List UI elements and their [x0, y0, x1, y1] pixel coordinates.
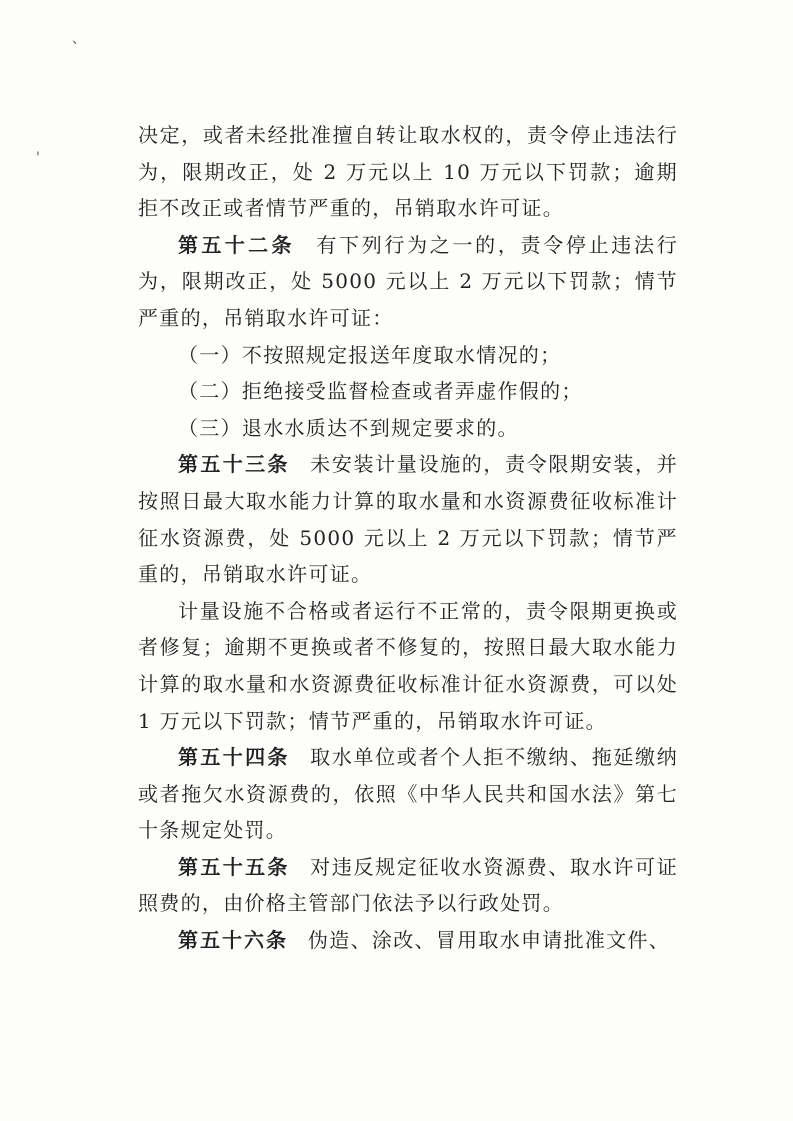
article-title: 第五十二条 — [178, 232, 295, 257]
article-55 — [138, 849, 678, 922]
article-body: 有下列行为之一的，责令停止违法行为，限期改正，处 5000 元以上 2 万元以下罚款；情节严重的，吊销取水许可证： — [138, 232, 678, 330]
scan-mark-side: ' — [36, 150, 40, 166]
article-body: 未安装计量设施的，责令限期安装，并按照日最大取水能力计算的取水量和水资源费征收标准计征水资源费，处 5000 元以上 2 万元以下罚款；情节严重的，吊销取水许可证。 — [138, 452, 678, 587]
article-title: 第五十四条 — [178, 745, 290, 770]
paragraph: 计量设施不合格或者运行不正常的，责令限期更换或者修复；逾期不更换或者不修复的，按照日最大取水能力计算的取水量和水资源费征收标准计征水资源费，可以处 1 万元以下罚款；情节严重的，吊销取水许可证。 — [138, 598, 678, 733]
article-56 — [138, 922, 678, 959]
article-title: 第五十六条 — [178, 928, 288, 953]
article-53 — [138, 446, 678, 592]
list-item: （二）拒绝接受监督检查或者弄虚作假的； — [178, 379, 583, 404]
article-body: 对违反规定征收水资源费、取水许可证照费的，由价格主管部门依法予以行政处罚。 — [138, 854, 678, 916]
article-body: 取水单位或者个人拒不缴纳、拖延缴纳或者拖欠水资源费的，依照《中华人民共和国水法》第七十条规定处罚。 — [138, 745, 678, 843]
scan-mark-top: 、 — [72, 31, 86, 47]
list-item: （一）不按照规定报送年度取水情况的； — [178, 342, 562, 367]
article-title: 第五十三条 — [178, 452, 290, 477]
article-54 — [138, 739, 678, 849]
list-item: （三）退水水质达不到规定要求的。 — [178, 415, 519, 440]
regulation-text — [138, 117, 678, 959]
article-52 — [138, 227, 678, 337]
article-title: 第五十五条 — [178, 854, 290, 879]
paragraph-continuation: 决定，或者未经批准擅自转让取水权的，责令停止违法行为，限期改正，处 2 万元以上 10 万元以下罚款；逾期拒不改正或者情节严重的，吊销取水许可证。 — [138, 123, 678, 221]
article-body: 伪造、涂改、冒用取水申请批准文件、 — [308, 928, 671, 953]
